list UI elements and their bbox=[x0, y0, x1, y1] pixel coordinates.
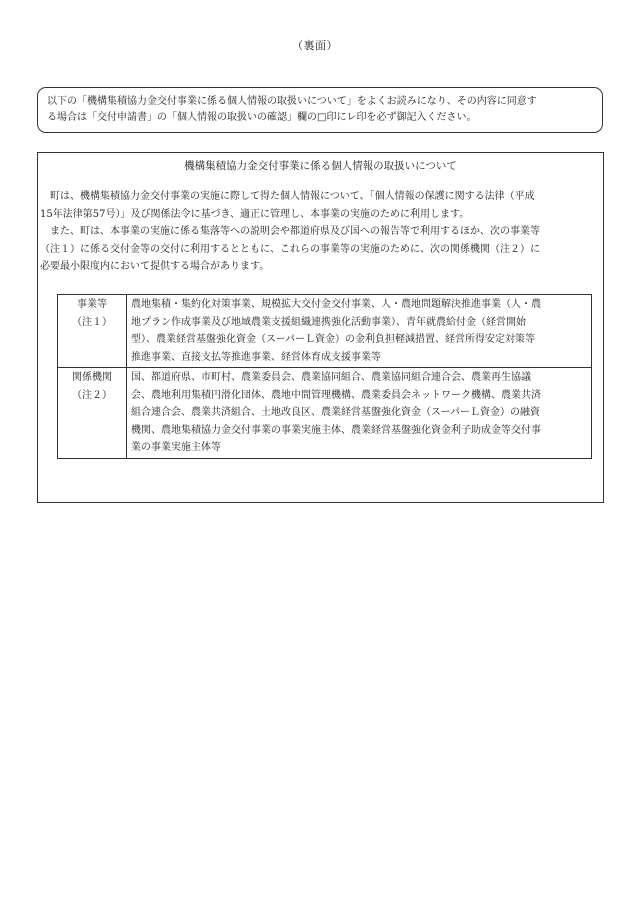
label-programs-line-2: （注１） bbox=[72, 316, 112, 328]
personal-info-handling-section bbox=[37, 152, 604, 503]
paragraph-2-line-2: （注１）に係る交付金等の交付に利用するとともに、これらの事業等の実施のために、次の関係機関（注２）に bbox=[40, 243, 540, 255]
paragraph-2 bbox=[38, 223, 603, 241]
notice-line-2: る場合は「交付申請書」の「個人情報の取扱いの確認」欄の□印にレ印を必ず御記入ください。 bbox=[47, 112, 477, 123]
table-row-organizations bbox=[58, 368, 592, 459]
paragraph-1 bbox=[38, 188, 603, 206]
table-content-organizations bbox=[127, 368, 592, 459]
organizations-line-3: 組合連合会、農業共済組合、土地改良区、農業経営基盤強化資金（スーパーＬ資金）の融資 bbox=[131, 407, 540, 418]
label-organizations-line-1: 関係機関 bbox=[72, 372, 112, 383]
table-content-programs bbox=[127, 295, 592, 368]
programs-line-3: 型）、農業経営基盤強化資金（スーパーＬ資金）の金利負担軽減措置、経営所得安定対策等 bbox=[131, 334, 535, 345]
programs-line-1: 農地集積・集約化対策事業、規模拡大交付金交付事業、人・農地問題解決推進事業（人・農 bbox=[131, 299, 541, 310]
label-programs-line-1: 事業等 bbox=[77, 299, 107, 310]
organizations-line-5: 業の事業実施主体等 bbox=[131, 442, 221, 453]
consent-notice-box bbox=[37, 87, 603, 133]
programs-line-4: 推進事業、直接支払等推進事業、経営体育成支援事業等 bbox=[131, 351, 381, 363]
table-label-organizations bbox=[58, 368, 127, 459]
paragraph-2-line-3: 必要最小限度内において提供する場合があります。 bbox=[40, 261, 270, 272]
notice-line-1: 以下の「機構集積協力金交付事業に係る個人情報の取扱いについて」をよくお読みになり、その内容に同意す bbox=[47, 96, 537, 107]
page-heading: （裏面） bbox=[292, 39, 338, 52]
organizations-line-2: 会、農地利用集積円滑化団体、農地中間管理機構、農業委員会ネットワーク機構、農業共済 bbox=[131, 389, 541, 401]
table-label-programs bbox=[58, 295, 127, 368]
label-organizations-line-2: （注２） bbox=[72, 389, 112, 401]
info-table bbox=[57, 294, 592, 459]
organizations-line-1: 国、都道府県、市町村、農業委員会、農業協同組合、農業協同組合連合会、農業再生協議 bbox=[131, 372, 531, 383]
section-title: 機構集積協力金交付事業に係る個人情報の取扱いについて bbox=[184, 160, 457, 172]
paragraph-2-line-1: また、町は、本事業の実施に係る集落等への説明会や都道府県及び国への報告等で利用するほか、次の事業等 bbox=[50, 226, 540, 237]
organizations-line-4: 機関、農地集積協力金交付事業の事業実施主体、農業経営基盤強化資金利子助成金等交付事 bbox=[131, 424, 541, 436]
paragraph-1-cont bbox=[38, 206, 603, 224]
programs-line-2: 地プラン作成事業及び地域農業支援組織連携強化活動事業）、青年就農給付金（経営開始 bbox=[131, 316, 526, 328]
paragraph-1-line-1: 町は、機構集積協力金交付事業の実施に際して得た個人情報について、「個人情報の保護に関する法律（平成 bbox=[50, 191, 535, 202]
paragraph-2-cont bbox=[38, 241, 603, 276]
paragraph-1-line-2: 15年法律第57号）」及び関係法令に基づき、適正に管理し、本事業の実施のために利用します。 bbox=[40, 208, 470, 220]
table-row-programs bbox=[58, 295, 592, 368]
section-body bbox=[38, 188, 603, 276]
